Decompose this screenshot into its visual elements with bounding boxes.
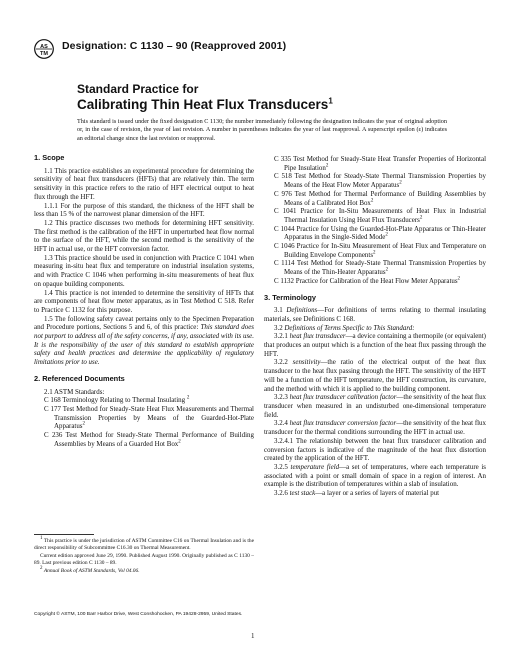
reference-item: C 236 Test Method for Steady-State Thermal Performance of Building Assemblies by Means of a Guarded Hot Box$^2$ <box>44 431 254 448</box>
svg-text:AS: AS <box>40 44 48 50</box>
section-heading-terminology: 3. Terminology <box>264 292 317 302</box>
issuance-note: This standard is issued under the fixed designation C 1130; the number immediately following the designation indicates the year of original adoption or, in the case of revision, the year of last revision. A number in parentheses indicates the year of last reapproval. A superscript epsilon (ε) indicates an editorial change since the last revision or reapproval. <box>77 118 447 142</box>
svg-text:TM: TM <box>40 50 48 57</box>
paragraph-3-2-2: 3.2.2 sensitivity—the ratio of the electrical output of the heat flux transducer to the heat flux passing through the HFT. The sensitivity of the HFT will be a function of the HFT temperature, the HFT construction, its curvature, and the method with which it is applied to the building component. <box>264 358 487 393</box>
reference-item: C 168 Terminology Relating to Thermal Insulating $^2$ <box>44 395 190 405</box>
title-text: Calibrating Thin Heat Flux Transducers <box>77 97 329 112</box>
page-number: 1 <box>251 632 255 640</box>
reference-item: C 976 Test Method for Thermal Performance of Building Assemblies by Means of a Calibrated Hot Box$^2$ <box>274 189 486 207</box>
paragraph-1-2: 1.2 This practice discusses two methods for determining HFT sensitivity. The first method is the calibration of the HFT in unperturbed heat flow normal to the surface of the HFT, while the second method is the sensitivity of the HFT in actual use, or the HFT conversion factor. <box>34 218 254 254</box>
paragraph-3-2: 3.2 Definitions of Terms Specific to This Standard: <box>274 323 415 332</box>
footnote-1-edition: Current edition approved June 29, 1990. Published August 1990. Originally published as C 1130 – 89. Last previous edition C 1130 – 89. <box>34 552 254 567</box>
reference-item: C 1132 Practice for Calibration of the Heat Flow Meter Apparatus$^2$ <box>274 276 461 285</box>
paragraph-1-1-1: 1.1.1 For the purpose of this standard, the thickness of the HFT shall be less than 15 % of the narrowest planar dimension of the HFT. <box>34 201 254 219</box>
footnote-rule <box>34 534 94 535</box>
paragraph-3-2-1: 3.2.1 heat flux transducer—a device containing a thermopile (or equivalent) that produces an output which is a function of the heat flux passing through the HFT. <box>264 332 486 358</box>
paragraph-3-2-3: 3.2.3 heat flux transducer calibration factor—the sensitivity of the heat flux transducer when measured in an undisturbed one-dimensional temperature field. <box>264 393 487 419</box>
footnotes <box>34 538 254 575</box>
paragraph-1-1: 1.1 This practice establishes an experimental procedure for determining the sensitivity of heat flux transducers (HFTs) that are relatively thin. The term sensitivity in this practice refers to the ratio of HFT electrical output to heat flux through the HFT. <box>34 166 254 201</box>
paragraph-1-4: 1.4 This practice is not intended to determine the sensitivity of HFTs that are components of heat flow meter apparatus, as in Test Method C 518. Refer to Practice C 1132 for this purpose. <box>34 288 254 314</box>
safety-caveat: This standard does not purport to address all of the safety concerns, if any, associated with its use. It is the responsibility of the user of this standard to establish appropriate safety and health practices and determine the applicability of regulatory limitations prior to use. <box>34 323 254 367</box>
paragraph-3-1: 3.1 Definitions—For definitions of terms relating to thermal insulating materials, see Definitions C 168. <box>264 306 487 323</box>
paragraph-2-1: 2.1 ASTM Standards: <box>44 387 105 396</box>
reference-item: C 1046 Practice for In-Situ Measurement of Heat Flux and Temperature on Building Envelope Components$^2$ <box>274 242 486 259</box>
designation: Designation: C 1130 – 90 (Reapproved 2001) <box>62 40 287 52</box>
safety-intro: 1.5 The following safety caveat pertains only to the Specimen Preparation and Procedure portions, Sections 5 and 6, of this practice: <box>34 314 254 332</box>
paragraph-1-5 <box>34 315 254 367</box>
footnote-1: $^1$ This practice is under the jurisdiction of ASTM Committee C16 on Thermal Insulation and is the direct responsibility of Subcommittee C16.30 on Thermal Measurement. <box>34 536 254 552</box>
paragraph-3-2-4: 3.2.4 heat flux transducer conversion factor—the sensitivity of the heat flux transducer for the thermal conditions surrounding the HFT in actual use. <box>264 419 486 437</box>
section-heading-scope: 1. Scope <box>34 153 65 162</box>
paragraph-1-3: 1.3 This practice should be used in conjunction with Practice C 1041 when measuring in-situ heat flux and temperature on industrial insulation systems, and with Practice C 1046 when performing in-situ measurements of heat flux on opaque building components. <box>34 253 254 288</box>
title-line-2 <box>77 97 333 112</box>
reference-item: C 518 Test Method for Steady-State Thermal Transmission Properties by Means of the Heat Flow Meter Apparatus$^2$ <box>274 172 486 190</box>
paragraph-3-2-4-1: 3.2.4.1 The relationship between the heat flux transducer calibration and conversion factors is indicative of the magnitude of the heat flux distortion created by the application of the HFT. <box>264 436 486 463</box>
reference-item: C 1114 Test Method for Steady-State Thermal Transmission Properties by Means of the Thin-Heater Apparatus$^2$ <box>274 259 486 277</box>
copyright-notice: Copyright © ASTM, 100 Barr Harbor Drive, West Conshohocken, PA 19428-2959, United States. <box>34 612 243 617</box>
paragraph-3-2-6: 3.2.6 test stack—a layer or a series of layers of material put <box>274 489 440 498</box>
title-footnote-mark: 1 <box>328 96 333 106</box>
footnote-2: $^2$ Annual Book of ASTM Standards, Vol 04.06. <box>40 565 140 574</box>
paragraph-3-2-5: 3.2.5 temperature field—a set of temperatures, where each temperature is associated with a point or small domain of space in a region of interest. An example is the distribution of temperatures within a slab of insulation. <box>264 462 486 489</box>
reference-item: C 177 Test Method for Steady-State Heat Flux Measurements and Thermal Transmission Properties by Means of the Guarded-Hot-Plate Apparatus$^2$ <box>44 404 254 431</box>
reference-item: C 1044 Practice for Using the Guarded-Hot-Plate Apparatus or Thin-Heater Apparatus in the Single-Sided Mode$^2$ <box>274 224 486 242</box>
astm-logo-icon <box>34 38 54 60</box>
left-column <box>34 154 254 449</box>
right-column <box>264 155 486 498</box>
reference-item: C 1041 Practice for In-Situ Measurements of Heat Flux in Industrial Thermal Insulation Using Heat Flux Transducers$^2$ <box>274 207 486 224</box>
document-title <box>77 82 333 112</box>
title-line-1: Standard Practice for <box>77 82 199 96</box>
section-heading-referenced-documents: 2. Referenced Documents <box>34 373 125 383</box>
reference-item: C 335 Test Method for Steady-State Heat Transfer Properties of Horizontal Pipe Insulation$^2$ <box>274 155 486 172</box>
